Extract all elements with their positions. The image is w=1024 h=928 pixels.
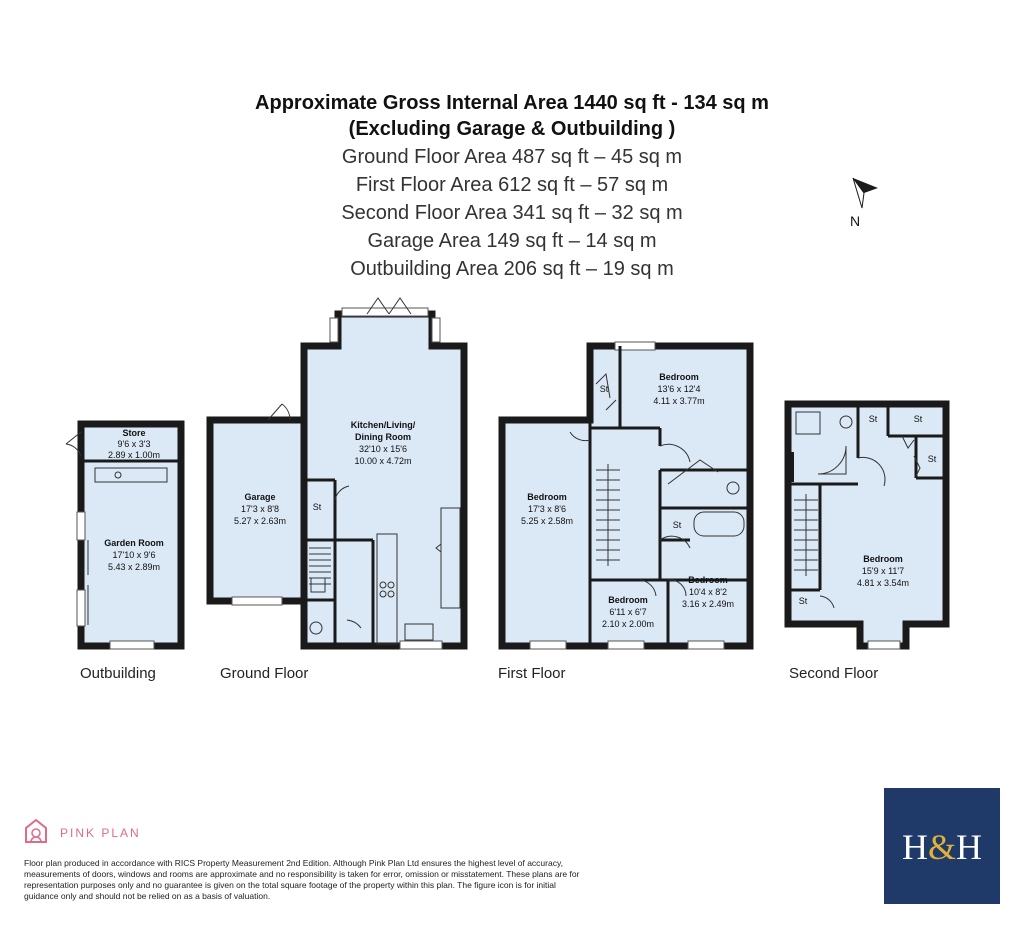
- north-label: N: [850, 213, 861, 229]
- svg-text:5.25 x 2.58m: 5.25 x 2.58m: [520, 516, 574, 526]
- svg-text:17'3 x 8'8: 17'3 x 8'8: [241, 504, 279, 514]
- area-outbuilding: Outbuilding Area 206 sq ft – 19 sq m: [350, 258, 674, 280]
- svg-text:Bedroom: Bedroom: [659, 372, 699, 382]
- room-label-garden-room: [104, 538, 164, 572]
- logo-letter-right: H: [956, 827, 982, 867]
- svg-text:Garage: Garage: [244, 492, 276, 502]
- logo-ampersand: &: [927, 827, 956, 867]
- north-arrow-icon: [853, 178, 878, 208]
- svg-text:3.16 x 2.49m: 3.16 x 2.49m: [681, 599, 735, 609]
- floor-label-ground: Ground Floor: [220, 665, 309, 682]
- room-label-ff-bedroom-1: [653, 372, 704, 406]
- st-label-sf-4: St: [798, 596, 808, 606]
- room-label-ff-bedroom-2: [521, 492, 573, 526]
- svg-text:17'10 x 9'6: 17'10 x 9'6: [112, 550, 156, 560]
- st-label-ff-1: St: [599, 384, 609, 394]
- svg-text:10.00 x 4.72m: 10.00 x 4.72m: [354, 456, 412, 466]
- svg-text:Bedroom: Bedroom: [863, 554, 903, 564]
- svg-text:Bedroom: Bedroom: [688, 575, 728, 585]
- svg-text:32'10 x 15'6: 32'10 x 15'6: [359, 444, 407, 454]
- svg-text:15'9 x 11'7: 15'9 x 11'7: [861, 566, 905, 576]
- svg-text:Store: Store: [122, 428, 146, 438]
- svg-text:Bedroom: Bedroom: [608, 595, 648, 605]
- room-label-sf-bedroom: [857, 554, 909, 588]
- gross-area-title: Approximate Gross Internal Area 1440 sq ft - 134 sq m: [255, 92, 769, 114]
- logo-letter-left: H: [901, 827, 928, 867]
- svg-text:Bedroom: Bedroom: [527, 492, 567, 502]
- svg-text:Dining Room: Dining Room: [355, 432, 411, 442]
- svg-text:Garden Room: Garden Room: [104, 538, 164, 548]
- svg-text:9'6 x 3'3: 9'6 x 3'3: [117, 439, 151, 449]
- pink-plan-logo-icon: [26, 820, 46, 842]
- st-label-ground: St: [312, 502, 322, 512]
- area-garage: Garage Area 149 sq ft – 14 sq m: [367, 230, 657, 252]
- svg-text:4.11 x 3.77m: 4.11 x 3.77m: [653, 396, 705, 406]
- st-label-sf-1: St: [868, 414, 878, 424]
- svg-text:5.27 x 2.63m: 5.27 x 2.63m: [233, 516, 287, 526]
- st-label-ff-2: St: [672, 520, 682, 530]
- area-second-floor: Second Floor Area 341 sq ft – 32 sq m: [341, 202, 683, 224]
- st-label-sf-2: St: [913, 414, 923, 424]
- st-label-sf-3: St: [927, 454, 937, 464]
- svg-text:6'11 x 6'7: 6'11 x 6'7: [609, 607, 647, 617]
- svg-text:17'3 x 8'6: 17'3 x 8'6: [528, 504, 566, 514]
- agent-logo: [884, 788, 1000, 904]
- area-first-floor: First Floor Area 612 sq ft – 57 sq m: [355, 174, 669, 196]
- room-label-ff-bedroom-3: [602, 595, 654, 629]
- ground-floor-plan: [210, 298, 464, 649]
- room-label-ff-bedroom-4: [682, 575, 734, 609]
- svg-text:10'4 x 8'2: 10'4 x 8'2: [689, 587, 727, 597]
- floor-label-outbuilding: Outbuilding: [80, 665, 156, 682]
- svg-text:2.89 x 1.00m: 2.89 x 1.00m: [107, 450, 161, 460]
- area-ground-floor: Ground Floor Area 487 sq ft – 45 sq m: [341, 146, 683, 168]
- pink-plan-logo-text: PINK PLAN: [60, 826, 141, 840]
- svg-text:5.43 x 2.89m: 5.43 x 2.89m: [107, 562, 161, 572]
- floor-label-first: First Floor: [498, 665, 566, 682]
- svg-text:13'6 x 12'4: 13'6 x 12'4: [657, 384, 701, 394]
- gross-area-subtitle: (Excluding Garage & Outbuilding ): [348, 118, 676, 140]
- disclaimer-text: Floor plan produced in accordance with RICS Property Measurement 2nd Edition. Although Pink Plan Ltd ensures the highest level of accuracy, measurements of doors, windows and rooms are approximate and no responsibility is taken for error, omission or misstatement. These plans are for representation purposes only and no guarantee is given on the total square footage of the property within this plan. The figure icon is for initial guidance only and should not be relied on as a basis of valuation.: [24, 858, 580, 901]
- svg-text:2.10 x 2.00m: 2.10 x 2.00m: [601, 619, 655, 629]
- second-floor-plan: [786, 404, 946, 649]
- svg-text:4.81 x 3.54m: 4.81 x 3.54m: [856, 578, 910, 588]
- floor-label-second: Second Floor: [789, 665, 879, 682]
- svg-text:Kitchen/Living/: Kitchen/Living/: [350, 420, 416, 430]
